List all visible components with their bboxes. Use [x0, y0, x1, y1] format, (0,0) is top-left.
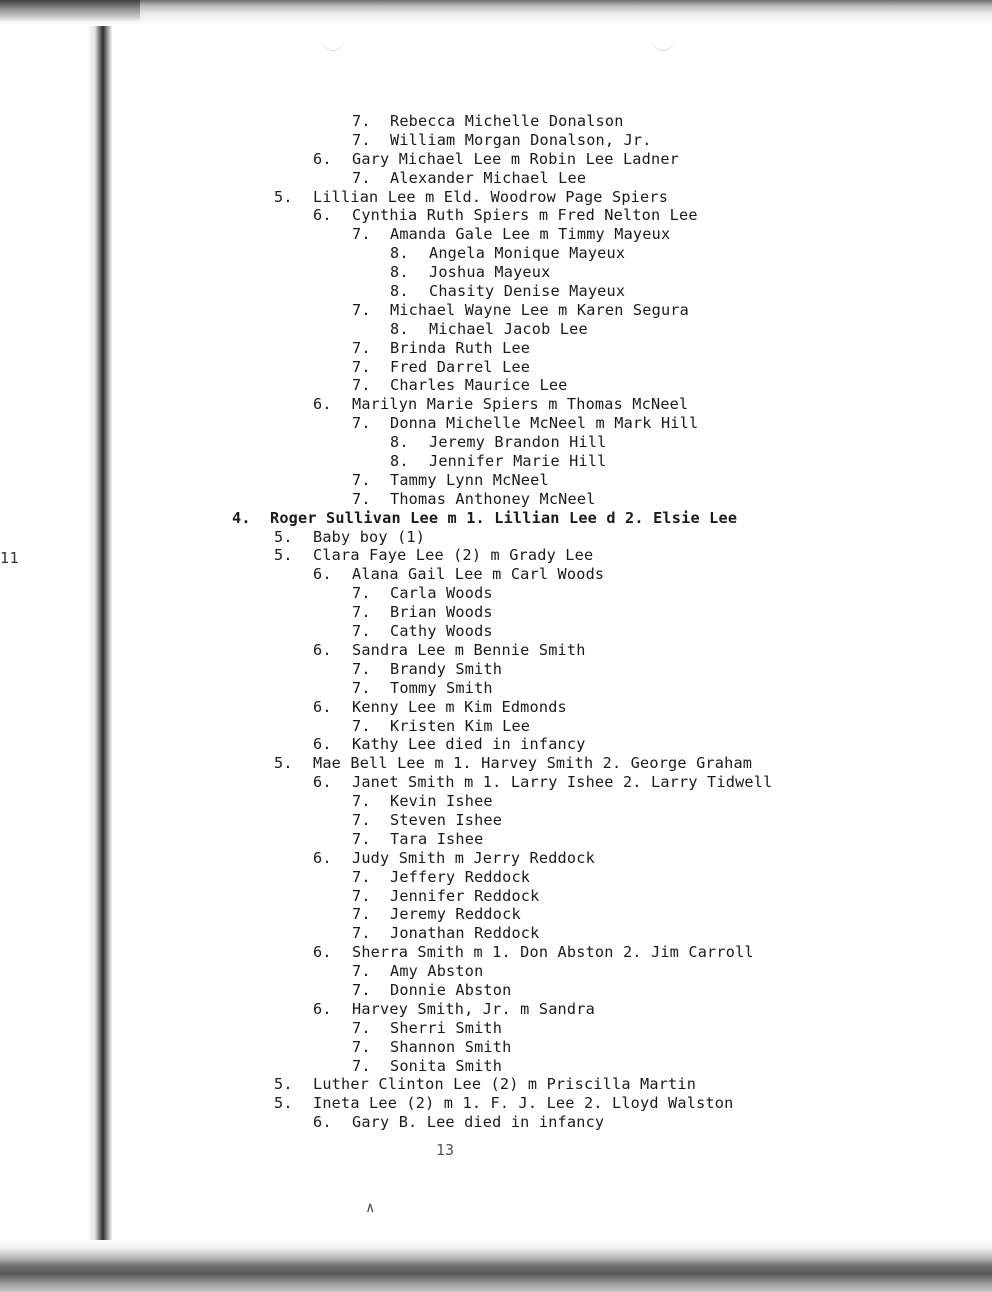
genealogy-entry — [0, 924, 992, 943]
person-name: Jeffery Reddock — [390, 867, 531, 886]
generation-number: 5. — [274, 754, 293, 773]
generation-number: 6. — [313, 640, 332, 659]
genealogy-entry — [0, 905, 992, 924]
generation-number: 6. — [313, 395, 332, 414]
genealogy-entry — [0, 981, 992, 1000]
person-name: Judy Smith m Jerry Reddock — [352, 848, 595, 867]
genealogy-entry — [0, 754, 992, 773]
person-name: Alana Gail Lee m Carl Woods — [352, 565, 605, 584]
generation-number: 8. — [390, 319, 409, 338]
genealogy-entry — [0, 830, 992, 849]
generation-number: 7. — [352, 1056, 371, 1075]
person-name: Jennifer Marie Hill — [429, 452, 607, 471]
generation-number: 7. — [352, 792, 371, 811]
genealogy-entry — [0, 792, 992, 811]
person-name: Tammy Lynn McNeel — [390, 470, 549, 489]
generation-number: 7. — [352, 225, 371, 244]
person-name: Sherri Smith — [390, 1018, 503, 1037]
person-name: Ineta Lee (2) m 1. F. J. Lee 2. Lloyd Walston — [313, 1094, 734, 1113]
person-name: Angela Monique Mayeux — [429, 244, 626, 263]
person-name: Sandra Lee m Bennie Smith — [352, 640, 586, 659]
person-name: Chasity Denise Mayeux — [429, 282, 626, 301]
generation-number: 8. — [390, 244, 409, 263]
person-name: Jeremy Brandon Hill — [429, 433, 607, 452]
genealogy-entry — [0, 603, 992, 622]
genealogy-entry — [0, 528, 992, 547]
genealogy-entry — [0, 1113, 992, 1132]
person-name: Baby boy (1) — [313, 527, 426, 546]
person-name: Alexander Michael Lee — [390, 168, 587, 187]
person-name: Janet Smith m 1. Larry Ishee 2. Larry Tidwell — [352, 773, 773, 792]
adjacent-page-fragment: 11 — [0, 549, 20, 567]
generation-number: 8. — [390, 452, 409, 471]
person-name: Donnie Abston — [390, 980, 512, 999]
genealogy-entry — [0, 811, 992, 830]
person-name: Charles Maurice Lee — [390, 376, 568, 395]
generation-number: 7. — [352, 584, 371, 603]
genealogy-entry — [0, 339, 992, 358]
person-name: Shannon Smith — [390, 1037, 512, 1056]
person-name: Kathy Lee died in infancy — [352, 735, 586, 754]
genealogy-entry — [0, 717, 992, 736]
person-name: Tommy Smith — [390, 678, 493, 697]
generation-number: 6. — [313, 1113, 332, 1132]
genealogy-entry — [0, 263, 992, 282]
generation-number: 7. — [352, 470, 371, 489]
person-name: Brian Woods — [390, 603, 493, 622]
generation-number: 7. — [352, 1018, 371, 1037]
person-name: Gary B. Lee died in infancy — [352, 1113, 605, 1132]
genealogy-entry — [0, 206, 992, 225]
genealogy-entry — [0, 584, 992, 603]
page-number: 13 — [436, 1141, 455, 1159]
generation-number: 7. — [352, 622, 371, 641]
top-left-scan-shadow — [0, 0, 140, 22]
person-name: Rebecca Michelle Donalson — [390, 112, 624, 130]
genealogy-entry — [0, 773, 992, 792]
genealogy-entry — [0, 509, 992, 528]
person-name: Gary Michael Lee m Robin Lee Ladner — [352, 149, 680, 168]
genealogy-entry — [0, 150, 992, 169]
genealogy-entry — [0, 169, 992, 188]
generation-number: 8. — [390, 282, 409, 301]
person-name: Jennifer Reddock — [390, 886, 540, 905]
generation-number: 6. — [313, 773, 332, 792]
generation-number: 8. — [390, 263, 409, 282]
person-name: Sonita Smith — [390, 1056, 503, 1075]
generation-number: 7. — [352, 829, 371, 848]
generation-number: 7. — [352, 924, 371, 943]
generation-number: 8. — [390, 433, 409, 452]
person-name: Clara Faye Lee (2) m Grady Lee — [313, 546, 594, 565]
generation-number: 7. — [352, 962, 371, 981]
genealogy-entry — [0, 1038, 992, 1057]
generation-number: 6. — [313, 999, 332, 1018]
generation-number: 7. — [352, 678, 371, 697]
generation-number: 7. — [352, 112, 371, 130]
person-name: Fred Darrel Lee — [390, 357, 531, 376]
person-name: Tara Ishee — [390, 829, 484, 848]
genealogy-entry — [0, 282, 992, 301]
genealogy-entry — [0, 943, 992, 962]
person-name: Kenny Lee m Kim Edmonds — [352, 697, 567, 716]
genealogy-entry — [0, 962, 992, 981]
person-name: Kristen Kim Lee — [390, 716, 531, 735]
genealogy-list — [0, 112, 992, 1132]
genealogy-entry — [0, 490, 992, 509]
person-name: Roger Sullivan Lee m 1. Lillian Lee d 2. Elsie Lee — [270, 508, 738, 527]
person-name: Joshua Mayeux — [429, 263, 551, 282]
genealogy-entry — [0, 660, 992, 679]
generation-number: 5. — [274, 527, 293, 546]
generation-number: 6. — [313, 735, 332, 754]
genealogy-entry — [0, 452, 992, 471]
generation-number: 7. — [352, 1037, 371, 1056]
punch-hole-mark — [322, 38, 344, 51]
genealogy-entry — [0, 244, 992, 263]
generation-number: 6. — [313, 565, 332, 584]
bottom-scan-shadow — [0, 1240, 992, 1292]
person-name: Harvey Smith, Jr. m Sandra — [352, 999, 595, 1018]
genealogy-entry — [0, 112, 992, 131]
genealogy-entry — [0, 131, 992, 150]
genealogy-entry — [0, 679, 992, 698]
generation-number: 5. — [274, 1094, 293, 1113]
genealogy-entry — [0, 887, 992, 906]
person-name: Thomas Anthoney McNeel — [390, 489, 596, 508]
generation-number: 7. — [352, 130, 371, 149]
generation-number: 7. — [352, 905, 371, 924]
person-name: Donna Michelle McNeel m Mark Hill — [390, 414, 699, 433]
generation-number: 7. — [352, 338, 371, 357]
generation-number: 7. — [352, 489, 371, 508]
person-name: Jeremy Reddock — [390, 905, 521, 924]
generation-number: 5. — [274, 187, 293, 206]
generation-number: 7. — [352, 168, 371, 187]
genealogy-entry — [0, 565, 992, 584]
generation-number: 7. — [352, 886, 371, 905]
genealogy-entry — [0, 301, 992, 320]
stray-pen-mark: ∧ — [366, 1200, 375, 1216]
genealogy-entry — [0, 849, 992, 868]
generation-number: 7. — [352, 414, 371, 433]
person-name: Sherra Smith m 1. Don Abston 2. Jim Carroll — [352, 943, 754, 962]
person-name: Kevin Ishee — [390, 792, 493, 811]
generation-number: 7. — [352, 659, 371, 678]
person-name: Jonathan Reddock — [390, 924, 540, 943]
generation-number: 7. — [352, 980, 371, 999]
genealogy-entry — [0, 188, 992, 207]
person-name: Cathy Woods — [390, 622, 493, 641]
genealogy-entry — [0, 395, 992, 414]
generation-number: 6. — [313, 206, 332, 225]
person-name: Luther Clinton Lee (2) m Priscilla Martin — [313, 1075, 697, 1094]
genealogy-entry — [0, 546, 992, 565]
genealogy-entry — [0, 641, 992, 660]
person-name: Brandy Smith — [390, 659, 503, 678]
generation-number: 6. — [313, 149, 332, 168]
person-name: William Morgan Donalson, Jr. — [390, 130, 652, 149]
genealogy-entry — [0, 320, 992, 339]
person-name: Cynthia Ruth Spiers m Fred Nelton Lee — [352, 206, 698, 225]
genealogy-entry — [0, 1000, 992, 1019]
genealogy-entry — [0, 1057, 992, 1076]
genealogy-entry — [0, 358, 992, 377]
generation-number: 5. — [274, 1075, 293, 1094]
generation-number: 6. — [313, 848, 332, 867]
person-name: Lillian Lee m Eld. Woodrow Page Spiers — [313, 187, 669, 206]
generation-number: 7. — [352, 716, 371, 735]
genealogy-entry — [0, 433, 992, 452]
person-name: Carla Woods — [390, 584, 493, 603]
person-name: Marilyn Marie Spiers m Thomas McNeel — [352, 395, 689, 414]
generation-number: 4. — [232, 508, 251, 527]
genealogy-entry — [0, 1094, 992, 1113]
generation-number: 7. — [352, 810, 371, 829]
genealogy-entry — [0, 622, 992, 641]
top-scan-shadow — [0, 0, 992, 26]
genealogy-entry — [0, 225, 992, 244]
generation-number: 7. — [352, 603, 371, 622]
generation-number: 7. — [352, 300, 371, 319]
generation-number: 6. — [313, 943, 332, 962]
person-name: Michael Wayne Lee m Karen Segura — [390, 300, 689, 319]
genealogy-entry — [0, 414, 992, 433]
genealogy-entry — [0, 471, 992, 490]
genealogy-entry — [0, 1075, 992, 1094]
genealogy-entry — [0, 868, 992, 887]
genealogy-entry — [0, 698, 992, 717]
genealogy-entry — [0, 1019, 992, 1038]
generation-number: 6. — [313, 697, 332, 716]
person-name: Steven Ishee — [390, 810, 503, 829]
person-name: Brinda Ruth Lee — [390, 338, 531, 357]
person-name: Mae Bell Lee m 1. Harvey Smith 2. George Graham — [313, 754, 753, 773]
person-name: Amanda Gale Lee m Timmy Mayeux — [390, 225, 671, 244]
generation-number: 5. — [274, 546, 293, 565]
person-name: Michael Jacob Lee — [429, 319, 588, 338]
generation-number: 7. — [352, 357, 371, 376]
punch-hole-mark — [652, 38, 674, 51]
person-name: Amy Abston — [390, 962, 484, 981]
genealogy-entry — [0, 735, 992, 754]
generation-number: 7. — [352, 376, 371, 395]
genealogy-entry — [0, 376, 992, 395]
generation-number: 7. — [352, 867, 371, 886]
